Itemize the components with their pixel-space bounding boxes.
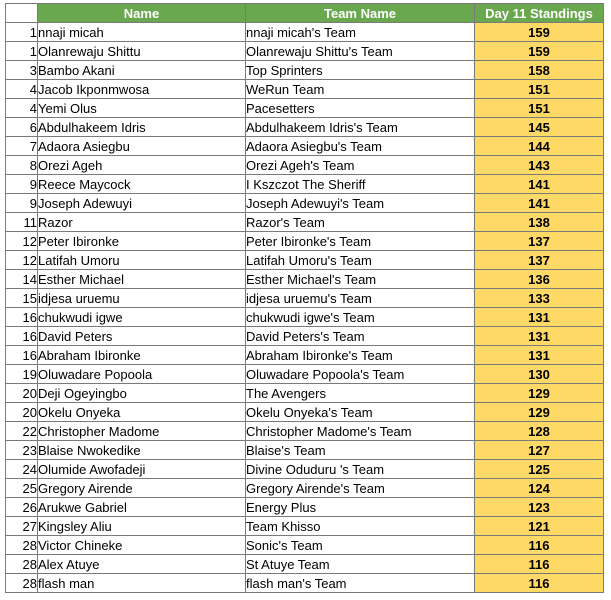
rank-cell: 28 [6, 574, 38, 593]
table-row [6, 517, 604, 536]
score-cell: 158 [475, 61, 604, 80]
table-row [6, 270, 604, 289]
name-cell: Razor [38, 213, 246, 232]
team-name-cell: David Peters's Team [246, 327, 475, 346]
table-row [6, 346, 604, 365]
score-cell: 129 [475, 384, 604, 403]
name-header: Name [38, 4, 246, 23]
table-row [6, 232, 604, 251]
score-cell: 141 [475, 194, 604, 213]
name-cell: Victor Chineke [38, 536, 246, 555]
table-row [6, 137, 604, 156]
team-name-cell: Abdulhakeem Idris's Team [246, 118, 475, 137]
score-cell: 130 [475, 365, 604, 384]
score-cell: 144 [475, 137, 604, 156]
table-row [6, 42, 604, 61]
table-row [6, 365, 604, 384]
rank-cell: 12 [6, 232, 38, 251]
team-name-cell: Energy Plus [246, 498, 475, 517]
rank-cell: 16 [6, 308, 38, 327]
rank-cell: 20 [6, 403, 38, 422]
name-cell: nnaji micah [38, 23, 246, 42]
table-row [6, 403, 604, 422]
team-name-cell: flash man's Team [246, 574, 475, 593]
name-cell: Oluwadare Popoola [38, 365, 246, 384]
score-cell: 151 [475, 99, 604, 118]
team-name-cell: idjesa uruemu's Team [246, 289, 475, 308]
rank-cell: 25 [6, 479, 38, 498]
name-cell: Abraham Ibironke [38, 346, 246, 365]
table-row [6, 574, 604, 593]
score-cell: 116 [475, 574, 604, 593]
score-cell: 121 [475, 517, 604, 536]
team-name-cell: Blaise's Team [246, 441, 475, 460]
score-cell: 136 [475, 270, 604, 289]
rank-cell: 8 [6, 156, 38, 175]
team-name-cell: Team Khisso [246, 517, 475, 536]
score-cell: 128 [475, 422, 604, 441]
team-name-cell: Olanrewaju Shittu's Team [246, 42, 475, 61]
team-name-cell: Divine Oduduru 's Team [246, 460, 475, 479]
team-name-cell: Abraham Ibironke's Team [246, 346, 475, 365]
name-cell: Deji Ogeyingbo [38, 384, 246, 403]
rank-cell: 15 [6, 289, 38, 308]
score-cell: 159 [475, 42, 604, 61]
table-row [6, 479, 604, 498]
rank-cell: 3 [6, 61, 38, 80]
score-cell: 131 [475, 346, 604, 365]
table-row [6, 99, 604, 118]
name-cell: Abdulhakeem Idris [38, 118, 246, 137]
name-cell: Orezi Ageh [38, 156, 246, 175]
rank-cell: 4 [6, 99, 38, 118]
name-cell: Adaora Asiegbu [38, 137, 246, 156]
rank-cell: 19 [6, 365, 38, 384]
name-cell: Olanrewaju Shittu [38, 42, 246, 61]
team-name-cell: Pacesetters [246, 99, 475, 118]
rank-cell: 9 [6, 194, 38, 213]
name-cell: Arukwe Gabriel [38, 498, 246, 517]
table-row [6, 251, 604, 270]
name-cell: Gregory Airende [38, 479, 246, 498]
team-name-cell: Christopher Madome's Team [246, 422, 475, 441]
table-row [6, 441, 604, 460]
table-row [6, 555, 604, 574]
team-name-cell: Joseph Adewuyi's Team [246, 194, 475, 213]
team-name-cell: Top Sprinters [246, 61, 475, 80]
table-row [6, 156, 604, 175]
score-cell: 125 [475, 460, 604, 479]
table-row [6, 213, 604, 232]
team-name-cell: Peter Ibironke's Team [246, 232, 475, 251]
name-cell: Bambo Akani [38, 61, 246, 80]
team-name-cell: Okelu Onyeka's Team [246, 403, 475, 422]
table-row [6, 460, 604, 479]
table-row [6, 536, 604, 555]
team-name-cell: I Kszczot The Sheriff [246, 175, 475, 194]
rank-cell: 6 [6, 118, 38, 137]
table-row [6, 498, 604, 517]
table-row [6, 61, 604, 80]
table-header [6, 4, 604, 23]
rank-cell: 22 [6, 422, 38, 441]
rank-cell: 28 [6, 555, 38, 574]
rank-cell: 23 [6, 441, 38, 460]
name-cell: Joseph Adewuyi [38, 194, 246, 213]
score-cell: 116 [475, 555, 604, 574]
score-cell: 141 [475, 175, 604, 194]
team-name-cell: The Avengers [246, 384, 475, 403]
table-row [6, 289, 604, 308]
rank-cell: 1 [6, 23, 38, 42]
name-cell: Esther Michael [38, 270, 246, 289]
rank-cell: 12 [6, 251, 38, 270]
team-name-cell: chukwudi igwe's Team [246, 308, 475, 327]
day-11-standings-header: Day 11 Standings [475, 4, 604, 23]
score-cell: 151 [475, 80, 604, 99]
score-cell: 129 [475, 403, 604, 422]
name-cell: Okelu Onyeka [38, 403, 246, 422]
table-row [6, 118, 604, 137]
table-row [6, 327, 604, 346]
table-row [6, 80, 604, 99]
rank-cell: 27 [6, 517, 38, 536]
team-name-cell: Sonic's Team [246, 536, 475, 555]
name-cell: Blaise Nwokedike [38, 441, 246, 460]
score-cell: 123 [475, 498, 604, 517]
score-cell: 131 [475, 308, 604, 327]
team-name-cell: Oluwadare Popoola's Team [246, 365, 475, 384]
name-cell: Olumide Awofadeji [38, 460, 246, 479]
name-cell: chukwudi igwe [38, 308, 246, 327]
score-cell: 133 [475, 289, 604, 308]
score-cell: 145 [475, 118, 604, 137]
score-cell: 124 [475, 479, 604, 498]
score-cell: 137 [475, 251, 604, 270]
rank-cell: 24 [6, 460, 38, 479]
team-name-cell: Adaora Asiegbu's Team [246, 137, 475, 156]
name-cell: Peter Ibironke [38, 232, 246, 251]
rank-cell: 1 [6, 42, 38, 61]
rank-cell: 7 [6, 137, 38, 156]
rank-cell: 16 [6, 346, 38, 365]
table-body [6, 23, 604, 593]
standings-table [5, 3, 604, 593]
score-cell: 116 [475, 536, 604, 555]
team-name-cell: WeRun Team [246, 80, 475, 99]
team-name-cell: Gregory Airende's Team [246, 479, 475, 498]
rank-cell: 20 [6, 384, 38, 403]
table-row [6, 194, 604, 213]
team-name-cell: nnaji micah's Team [246, 23, 475, 42]
team-name-cell: Latifah Umoru's Team [246, 251, 475, 270]
score-cell: 159 [475, 23, 604, 42]
rank-cell: 16 [6, 327, 38, 346]
score-cell: 137 [475, 232, 604, 251]
name-cell: Latifah Umoru [38, 251, 246, 270]
score-cell: 138 [475, 213, 604, 232]
rank-cell: 11 [6, 213, 38, 232]
rank-cell: 4 [6, 80, 38, 99]
table-row [6, 384, 604, 403]
team-name-cell: Esther Michael's Team [246, 270, 475, 289]
rank-cell: 14 [6, 270, 38, 289]
name-cell: Reece Maycock [38, 175, 246, 194]
name-cell: Christopher Madome [38, 422, 246, 441]
table-row [6, 422, 604, 441]
name-cell: Alex Atuye [38, 555, 246, 574]
name-cell: David Peters [38, 327, 246, 346]
score-cell: 127 [475, 441, 604, 460]
name-cell: Jacob Ikponmwosa [38, 80, 246, 99]
team-name-cell: Razor's Team [246, 213, 475, 232]
score-cell: 143 [475, 156, 604, 175]
table-row [6, 175, 604, 194]
table-row [6, 308, 604, 327]
rank-cell: 26 [6, 498, 38, 517]
rank-cell: 9 [6, 175, 38, 194]
team-name-cell: St Atuye Team [246, 555, 475, 574]
table-row [6, 23, 604, 42]
score-cell: 131 [475, 327, 604, 346]
header-row [6, 4, 604, 23]
rank-header [6, 4, 38, 23]
team-name-header: Team Name [246, 4, 475, 23]
name-cell: Yemi Olus [38, 99, 246, 118]
team-name-cell: Orezi Ageh's Team [246, 156, 475, 175]
name-cell: idjesa uruemu [38, 289, 246, 308]
name-cell: Kingsley Aliu [38, 517, 246, 536]
name-cell: flash man [38, 574, 246, 593]
rank-cell: 28 [6, 536, 38, 555]
